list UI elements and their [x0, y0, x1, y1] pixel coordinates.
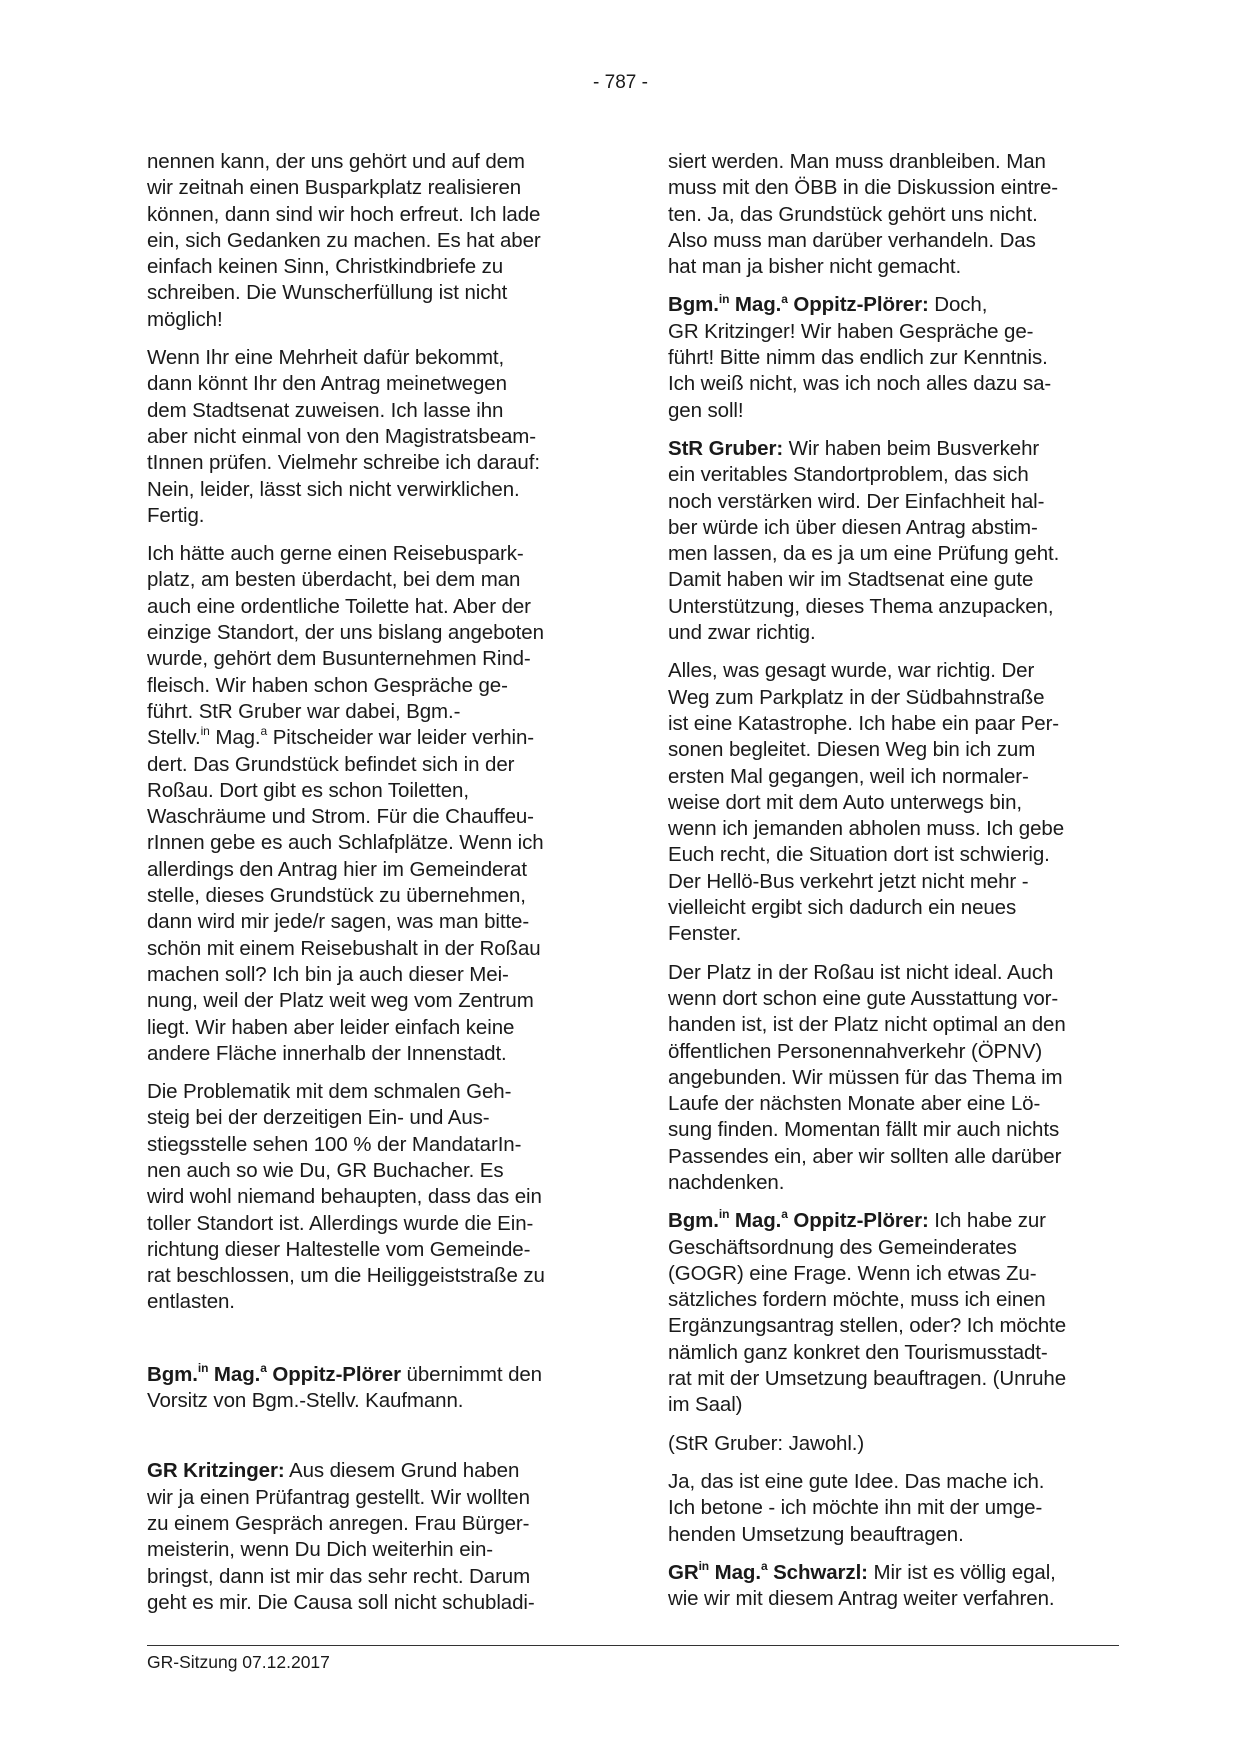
paragraph [147, 541, 599, 1067]
text-line: bringst, dann ist mir das sehr recht. Darum [147, 1564, 531, 1588]
speaker-name: Bgm.$^{in}$ Mag.$^a$ Oppitz-Plörer: [668, 1207, 929, 1233]
paragraph [668, 1469, 1126, 1548]
paragraph [147, 1079, 599, 1316]
left-column [147, 149, 599, 1628]
speaker-name: GR Kritzinger: [147, 1459, 285, 1483]
text-line: gen soll! [668, 398, 744, 422]
text-line: einfach keinen Sinn, Christkindbriefe zu [147, 255, 504, 279]
stellv-line: Stellv.$^{in}$ Mag.$^a$ Pitscheider war leider verhin- [147, 724, 535, 750]
text-line: platz, am besten überdacht, bei dem man [147, 568, 521, 592]
text-line: stelle, dieses Grundstück zu übernehmen, [147, 884, 526, 908]
text-line: wurde, gehört dem Busunternehmen Rind- [147, 647, 531, 671]
paragraph [668, 658, 1126, 947]
text-line: rInnen gebe es auch Schlafplätze. Wenn ich [147, 831, 544, 855]
text-line: Ergänzungsantrag stellen, oder? Ich möchte [668, 1314, 1067, 1338]
paragraph [668, 960, 1126, 1197]
text-line: dem Stadtsenat zuweisen. Ich lasse ihn [147, 398, 504, 422]
text-line: im Saal) [668, 1393, 743, 1417]
text-line: sätzliches fordern möchte, muss ich einen [668, 1288, 1046, 1312]
text-line: handen ist, ist der Platz nicht optimal an den [668, 1013, 1066, 1037]
paragraph-chair-handover: Bgm.$^{in}$ Mag.$^a$ Oppitz-Plörer übernimmt den Vorsitz von Bgm.-Stellv. Kaufmann. [147, 1360, 542, 1413]
text-line: einzige Standort, der uns bislang angeboten [147, 621, 544, 645]
text-line: geht es mir. Die Causa soll nicht schubladi- [147, 1590, 535, 1614]
text-line: ein, sich Gedanken zu machen. Es hat aber [147, 228, 541, 252]
text-line: Damit haben wir im Stadtsenat eine gute [668, 568, 1034, 592]
text-line: nen auch so wie Du, GR Buchacher. Es [147, 1158, 504, 1182]
text-line: Unterstützung, dieses Thema anzupacken, [668, 594, 1054, 618]
speaker-name: StR Gruber: [668, 436, 784, 460]
text-line: wenn ich jemanden abholen muss. Ich gebe [668, 817, 1065, 841]
text-line: Roßau. Dort gibt es schon Toiletten, [147, 778, 469, 802]
text-line: möglich! [147, 307, 223, 331]
text-line: Also muss man darüber verhandeln. Das [668, 228, 1036, 252]
text-line: Geschäftsordnung des Gemeinderates [668, 1235, 1017, 1259]
text-line: Die Problematik mit dem schmalen Geh- [147, 1080, 512, 1104]
text-line: men lassen, da es ja um eine Prüfung geht. [668, 542, 1060, 566]
text-line: dann könnt Ihr den Antrag meinetwegen [147, 372, 507, 396]
text-line: können, dann sind wir hoch erfreut. Ich lade [147, 202, 541, 226]
text-line: Passendes ein, aber wir sollten alle darüber [668, 1144, 1062, 1168]
text-line: ber würde ich über diesen Antrag abstim- [668, 515, 1038, 539]
paragraph-interjection: (StR Gruber: Jawohl.) [668, 1431, 865, 1455]
text-line: Fenster. [668, 922, 742, 946]
text-line: Wenn Ihr eine Mehrheit dafür bekommt, [147, 346, 505, 370]
text-line: öffentlichen Personennahverkehr (ÖPNV) [668, 1039, 1043, 1063]
paragraph-speech: GR Kritzinger: Aus diesem Grund haben wir ja einen Prüfantrag gestellt. Wir wollten zu einem Gespräch anregen. Frau Bürger- meisterin, wenn Du Dich weiterhin ein- bringst, dann ist mir das sehr recht. Darum geht es mir. Die Causa soll nicht schubladi- [147, 1458, 599, 1616]
paragraph-speech: Bgm.$^{in}$ Mag.$^a$ Oppitz-Plörer: Ich habe zur Geschäftsordnung des Gemeinderates (GOGR) eine Frage. Wenn ich etwas Zu- sätzliches fordern möchte, muss ich einen Ergänzungsantrag stellen, oder? Ich möchte nämlich ganz konkret den Tourismusstadt- rat mit der Umsetzung beauftragen. (Unruhe im Saal) [668, 1208, 1126, 1418]
text-line: dann wird mir jede/r sagen, was man bitte- [147, 910, 530, 934]
text-line: Ich hätte auch gerne einen Reisebuspark- [147, 542, 524, 566]
text-line: wir zeitnah einen Busparkplatz realisieren [147, 176, 522, 200]
text-line: Alles, was gesagt wurde, war richtig. Der [668, 659, 1035, 683]
text-line: allerdings den Antrag hier im Gemeinderat [147, 857, 527, 881]
text-line: Fertig. [147, 503, 205, 527]
text-line: muss mit den ÖBB in die Diskussion eintre- [668, 176, 1059, 200]
text-line: machen soll? Ich bin ja auch dieser Mei- [147, 962, 509, 986]
footer-divider [147, 1645, 1119, 1646]
text-line: entlasten. [147, 1290, 235, 1314]
text-line: wenn dort schon eine gute Ausstattung vor- [668, 986, 1059, 1010]
text-line: steig bei der derzeitigen Ein- und Aus- [147, 1106, 490, 1130]
speaker-name: $GR^{in}$ Mag.$^a$ Schwarzl: [668, 1559, 868, 1584]
text-line: nachdenken. [668, 1170, 785, 1194]
text-line: nung, weil der Platz weit weg vom Zentrum [147, 989, 534, 1013]
text-line: richtung dieser Haltestelle vom Gemeinde- [147, 1237, 531, 1261]
text-line: Nein, leider, lässt sich nicht verwirklichen. [147, 477, 520, 501]
text-line: Ich betone - ich möchte ihn mit der umge- [668, 1496, 1043, 1520]
text-line: dert. Das Grundstück befindet sich in der [147, 752, 515, 776]
text-line: schön mit einem Reisebushalt in der Roßau [147, 936, 541, 960]
text-line: sonen begleitet. Diesen Weg bin ich zum [668, 738, 1036, 762]
text-line: Laufe der nächsten Monate aber eine Lö- [668, 1092, 1041, 1116]
text-line: tInnen prüfen. Vielmehr schreibe ich darauf: [147, 451, 540, 475]
text-line: ein veritables Standortproblem, das sich [668, 463, 1029, 487]
text-line: Waschräume und Strom. Für die Chauffeu- [147, 805, 534, 829]
paragraph [147, 149, 599, 333]
text-line: sung finden. Momentan fällt mir auch nichts [668, 1118, 1060, 1142]
paragraph-speech: Bgm.$^{in}$ Mag.$^a$ Oppitz-Plörer: Doch, GR Kritzinger! Wir haben Gespräche ge- führt! Bitte nimm das endlich zur Kenntnis. Ich weiß nicht, was ich noch alles dazu sa- gen soll! [668, 292, 1126, 423]
text-line: henden Umsetzung beauftragen. [668, 1522, 964, 1546]
text-line: führt! Bitte nimm das endlich zur Kenntnis. [668, 346, 1048, 370]
text-line: ten. Ja, das Grundstück gehört uns nicht. [668, 202, 1038, 226]
text-line: wird wohl niemand behaupten, dass das ein [147, 1185, 542, 1209]
text-line: zu einem Gespräch anregen. Frau Bürger- [147, 1511, 530, 1535]
text-line: noch verstärken wird. Der Einfachheit hal- [668, 489, 1045, 513]
text-line: rat beschlossen, um die Heiliggeiststraße zu [147, 1264, 545, 1288]
text-line: toller Standort ist. Allerdings wurde die Ein- [147, 1211, 534, 1235]
paragraph [668, 149, 1126, 280]
text-line: ersten Mal gegangen, weil ich normaler- [668, 764, 1029, 788]
text-line: rat mit der Umsetzung beauftragen. (Unruhe [668, 1367, 1067, 1391]
text-line: vielleicht ergibt sich dadurch ein neues [668, 896, 1017, 920]
text-line: siert werden. Man muss dranbleiben. Man [668, 150, 1046, 173]
text-line: Der Hellö-Bus verkehrt jetzt nicht mehr - [668, 869, 1029, 893]
text-line: und zwar richtig. [668, 621, 816, 645]
footer-session-date: GR-Sitzung 07.12.2017 [147, 1652, 330, 1672]
text-line: (GOGR) eine Frage. Wenn ich etwas Zu- [668, 1261, 1037, 1285]
text-line: wir ja einen Prüfantrag gestellt. Wir wollten [147, 1485, 530, 1509]
text-line: ist eine Katastrophe. Ich habe ein paar Per- [668, 711, 1060, 735]
text-line: andere Fläche innerhalb der Innenstadt. [147, 1041, 507, 1065]
speaker-name: Bgm.$^{in}$ Mag.$^a$ Oppitz-Plörer [147, 1360, 401, 1386]
text-line: nämlich ganz konkret den Tourismusstadt- [668, 1340, 1048, 1364]
text-line: Der Platz in der Roßau ist nicht ideal. Auch [668, 960, 1054, 984]
text-line: fleisch. Wir haben schon Gespräche ge- [147, 673, 508, 697]
paragraph [147, 345, 599, 529]
text-line: stiegsstelle sehen 100 % der MandatarIn- [147, 1132, 522, 1156]
text-line: meisterin, wenn Du Dich weiterhin ein- [147, 1538, 493, 1562]
text-line: nennen kann, der uns gehört und auf dem [147, 150, 525, 173]
text-line: Ich weiß nicht, was ich noch alles dazu sa- [668, 372, 1052, 396]
text-line: schreiben. Die Wunscherfüllung ist nicht [147, 281, 508, 305]
text-line: aber nicht einmal von den Magistratsbeam- [147, 424, 537, 448]
text-line: weise dort mit dem Auto unterwegs bin, [668, 790, 1022, 814]
text-line: Weg zum Parkplatz in der Südbahnstraße [668, 685, 1045, 709]
paragraph-speech: StR Gruber: Wir haben beim Busverkehr ein veritables Standortproblem, das sich noch verstärken wird. Der Einfachheit hal- ber würde ich über diesen Antrag abstim- men lassen, da es ja um eine Prüfung geht. Damit haben wir im Stadtsenat eine gute Unterstützung, dieses Thema anzupacken, und zwar richtig. [668, 436, 1126, 646]
text-line: GR Kritzinger! Wir haben Gespräche ge- [668, 319, 1034, 343]
paragraph-speech: $GR^{in}$ Mag.$^a$ Schwarzl: Mir ist es völlig egal, wie wir mit diesem Antrag weiter verfahren. [668, 1559, 1056, 1611]
right-column [668, 149, 1126, 1624]
page-number: - 787 - [593, 72, 648, 93]
text-line: führt. StR Gruber war dabei, Bgm.- [147, 699, 461, 723]
speaker-name: Bgm.$^{in}$ Mag.$^a$ Oppitz-Plörer: [668, 291, 929, 317]
text-line: angebunden. Wir müssen für das Thema im [668, 1065, 1063, 1089]
text-line: Euch recht, die Situation dort ist schwierig. [668, 843, 1050, 867]
text-line: Ja, das ist eine gute Idee. Das mache ich. [668, 1469, 1045, 1493]
text-line: auch eine ordentliche Toilette hat. Aber der [147, 594, 531, 618]
text-line: hat man ja bisher nicht gemacht. [668, 255, 962, 279]
text-line: liegt. Wir haben aber leider einfach keine [147, 1015, 515, 1039]
